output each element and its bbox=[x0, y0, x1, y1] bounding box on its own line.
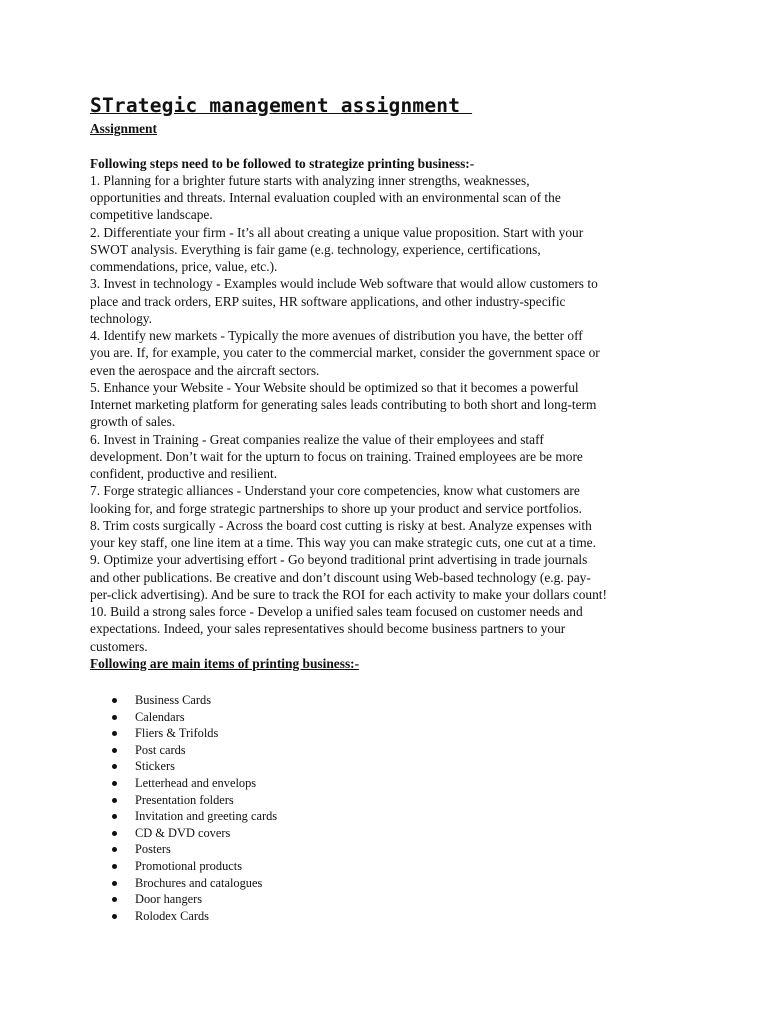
blank-line bbox=[90, 137, 676, 154]
step-line: 5. Enhance your Website - Your Website should be optimized so that it becomes a powerful bbox=[90, 379, 579, 395]
bullet-icon bbox=[112, 715, 117, 720]
bullet-icon bbox=[112, 864, 117, 869]
list-item bbox=[90, 758, 676, 775]
list-item-label: Presentation folders bbox=[135, 792, 234, 807]
list-item-label: Business Cards bbox=[135, 693, 212, 707]
step-item bbox=[90, 327, 676, 379]
list-item bbox=[90, 775, 676, 792]
bullet-icon bbox=[112, 897, 117, 902]
step-line: SWOT analysis. Everything is fair game (e.g. technology, experience, certifications, bbox=[90, 241, 541, 257]
list-item-label: CD & DVD covers bbox=[135, 825, 231, 840]
list-item bbox=[90, 875, 676, 892]
step-line: 3. Invest in technology - Examples would include Web software that would allow customers to bbox=[90, 276, 598, 292]
list-item bbox=[90, 692, 676, 709]
list-item-label: Calendars bbox=[135, 709, 185, 724]
list-item bbox=[90, 825, 676, 842]
list-item bbox=[90, 858, 676, 875]
step-line: customers. bbox=[90, 638, 148, 654]
document-page bbox=[90, 92, 676, 924]
step-item bbox=[90, 482, 676, 517]
step-line: growth of sales. bbox=[90, 414, 176, 430]
step-line: 4. Identify new markets - Typically the more avenues of distribution you have, the better off bbox=[90, 328, 583, 343]
step-item bbox=[90, 517, 676, 552]
step-line: confident, productive and resilient. bbox=[90, 466, 278, 481]
list-item-label: Post cards bbox=[135, 742, 186, 757]
list-item-label: Rolodex Cards bbox=[135, 908, 209, 923]
bullet-icon bbox=[112, 798, 117, 803]
step-line: 9. Optimize your advertising effort - Go beyond traditional print advertising in trade journals bbox=[90, 552, 588, 568]
list-item-label: Invitation and greeting cards bbox=[135, 809, 278, 824]
list-item-label: Letterhead and envelops bbox=[135, 775, 257, 790]
step-line: 7. Forge strategic alliances - Understand your core competencies, know what customers are bbox=[90, 483, 580, 499]
list-item-label: Stickers bbox=[135, 759, 175, 774]
list-item-label: Brochures and catalogues bbox=[135, 875, 263, 890]
items-list bbox=[90, 692, 676, 924]
step-line: 1. Planning for a brighter future starts with analyzing inner strengths, weaknesses, bbox=[90, 172, 530, 188]
step-line: place and track orders, ERP suites, HR software applications, and other industry-specific bbox=[90, 293, 566, 309]
bullet-icon bbox=[112, 814, 117, 819]
list-item bbox=[90, 841, 676, 858]
bullet-icon bbox=[112, 781, 117, 786]
step-line: 2. Differentiate your firm - It’s all about creating a unique value proposition. Start with your bbox=[90, 224, 584, 240]
bullet-icon bbox=[112, 764, 117, 769]
list-item bbox=[90, 891, 676, 908]
list-item bbox=[90, 725, 676, 742]
step-item bbox=[90, 224, 676, 276]
bullet-icon bbox=[112, 847, 117, 852]
bullet-icon bbox=[112, 698, 117, 703]
list-item bbox=[90, 808, 676, 825]
step-line: 8. Trim costs surgically - Across the board cost cutting is risky at best. Analyze expenses with bbox=[90, 517, 592, 533]
step-item bbox=[90, 379, 676, 431]
step-line: even the aerospace and the aircraft sectors. bbox=[90, 362, 320, 378]
list-item bbox=[90, 792, 676, 809]
step-line: looking for, and forge strategic partnerships to shore up your product and service portfolios. bbox=[90, 500, 582, 516]
list-item-label: Fliers & Trifolds bbox=[135, 726, 219, 741]
step-line: 6. Invest in Training - Great companies realize the value of their employees and staff bbox=[90, 431, 544, 447]
items-heading: Following are main items of printing business:- bbox=[90, 655, 360, 671]
step-line: technology. bbox=[90, 310, 152, 326]
step-item bbox=[90, 275, 676, 327]
list-item-label: Door hangers bbox=[135, 892, 203, 907]
bullet-icon bbox=[112, 831, 117, 836]
bullet-icon bbox=[112, 914, 117, 919]
step-line: Internet marketing platform for generating sales leads contributing to both short and long-term bbox=[90, 397, 597, 412]
step-line: per-click advertising). And be sure to track the ROI for each activity to make your dollars count! bbox=[90, 586, 607, 602]
steps-list bbox=[90, 172, 676, 655]
step-line: you are. If, for example, you cater to the commercial market, consider the government space or bbox=[90, 345, 600, 361]
bullet-icon bbox=[112, 731, 117, 736]
list-item-label: Promotional products bbox=[135, 858, 243, 873]
step-line: and other publications. Be creative and don’t discount using Web-based technology (e.g. pay- bbox=[90, 569, 591, 585]
step-item bbox=[90, 172, 676, 224]
step-item bbox=[90, 551, 676, 603]
list-item bbox=[90, 908, 676, 925]
bullet-icon bbox=[112, 748, 117, 753]
bullet-icon bbox=[112, 881, 117, 886]
step-item bbox=[90, 431, 676, 483]
step-line: opportunities and threats. Internal evaluation coupled with an environmental scan of the bbox=[90, 190, 561, 205]
document-body bbox=[90, 120, 676, 924]
step-line: development. Don’t wait for the upturn to focus on training. Trained employees are be more bbox=[90, 448, 583, 464]
document-title: STrategic management assignment bbox=[90, 94, 473, 117]
document-subtitle: Assignment bbox=[90, 121, 157, 136]
list-item-label: Posters bbox=[135, 842, 171, 857]
step-line: expectations. Indeed, your sales representatives should become business partners to your bbox=[90, 621, 566, 637]
step-line: competitive landscape. bbox=[90, 207, 213, 223]
list-item bbox=[90, 709, 676, 726]
list-item bbox=[90, 742, 676, 759]
step-line: your key staff, one line item at a time. This way you can make strategic cuts, one cut at a time. bbox=[90, 535, 596, 550]
step-line: commendations, price, value, etc.). bbox=[90, 259, 278, 274]
step-item bbox=[90, 603, 676, 655]
steps-intro: Following steps need to be followed to strategize printing business:- bbox=[90, 155, 475, 171]
step-line: 10. Build a strong sales force - Develop a unified sales team focused on customer needs and bbox=[90, 604, 583, 619]
